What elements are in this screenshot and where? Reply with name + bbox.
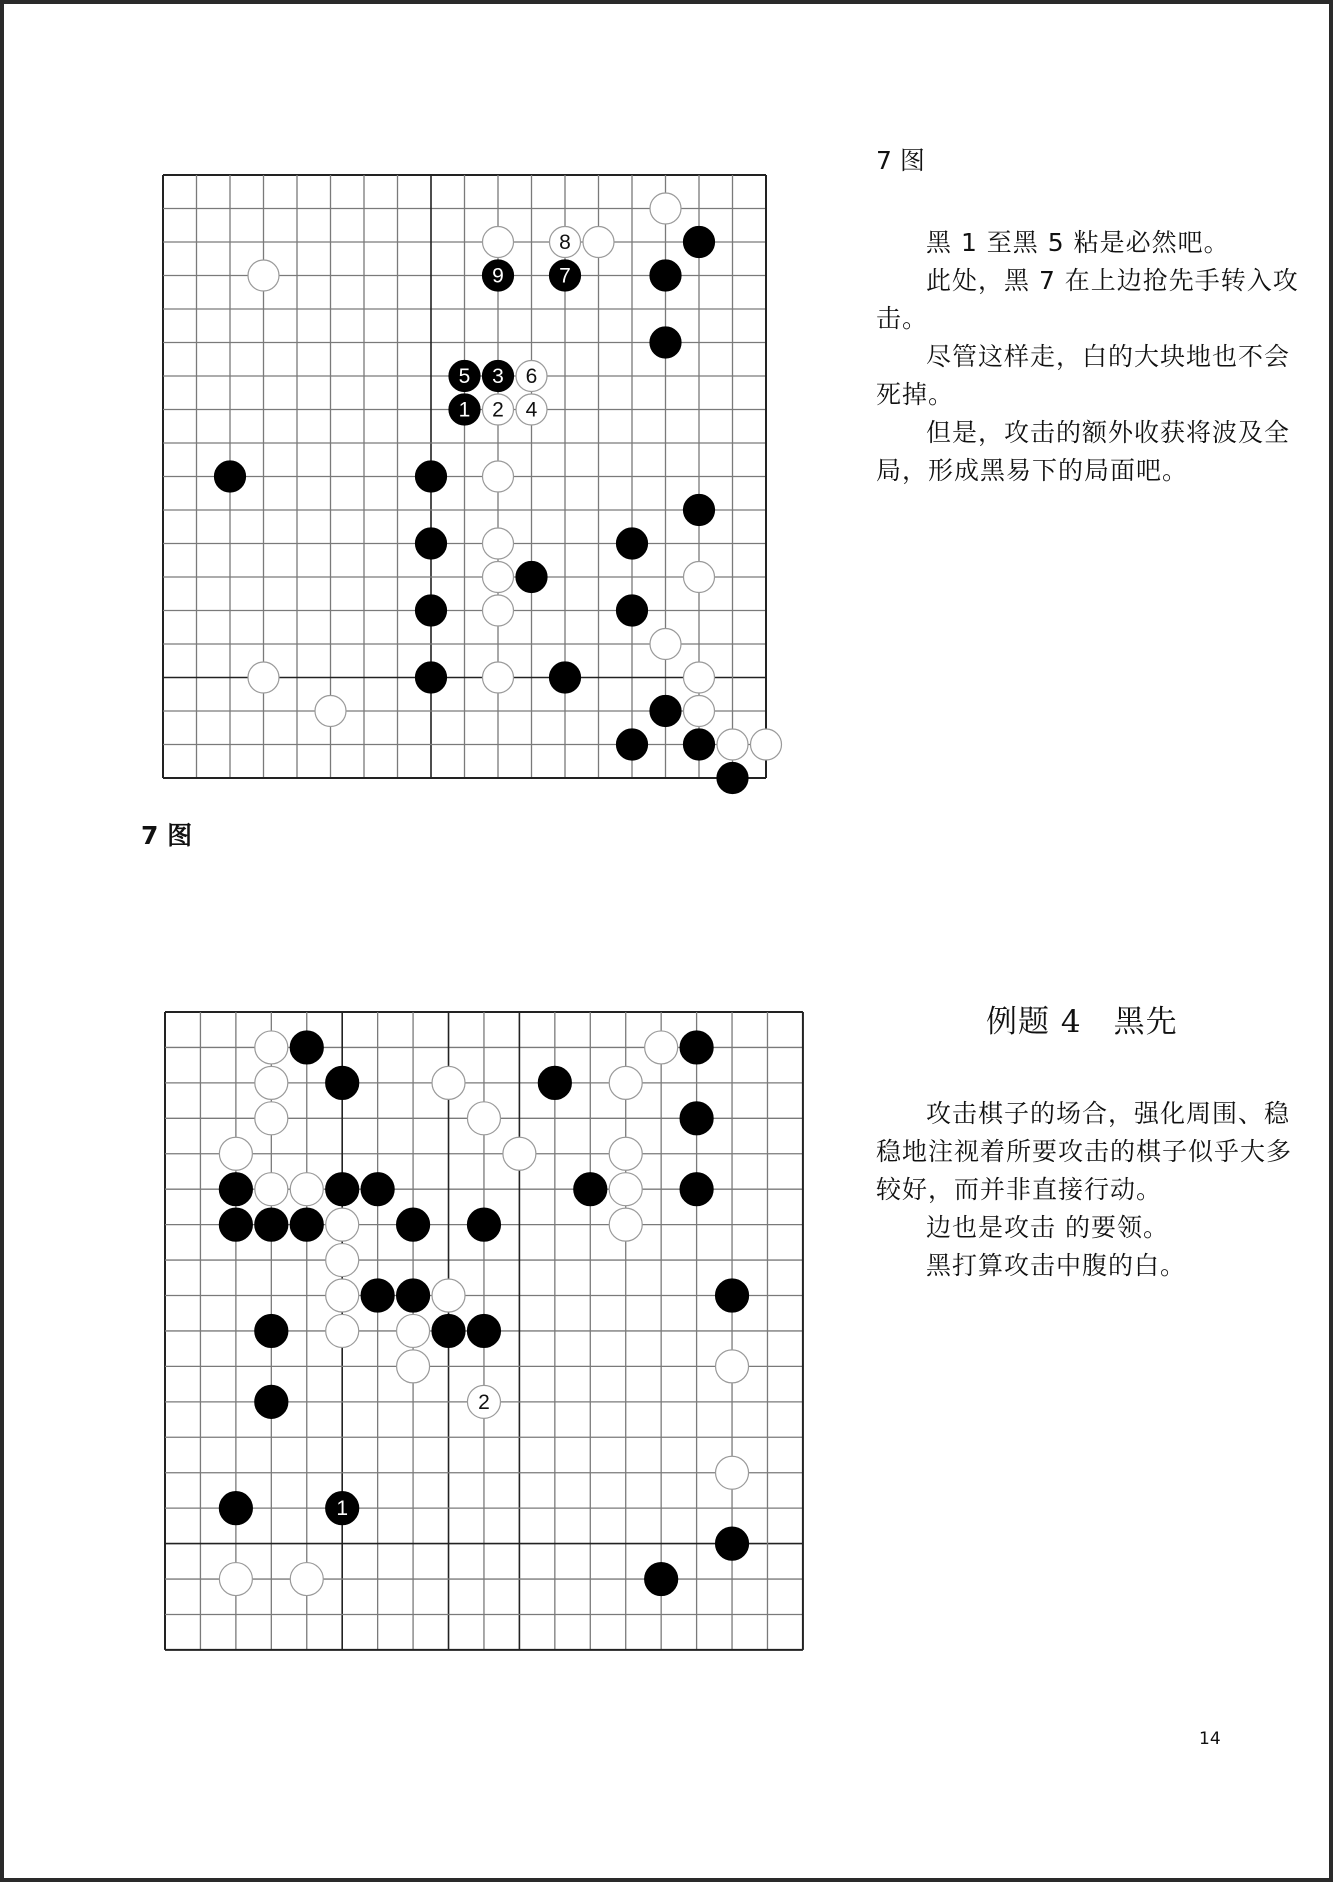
black-stone xyxy=(326,1066,359,1099)
paragraph: 但是，攻击的额外收获将波及全局，形成黑易下的局面吧。 xyxy=(876,418,1291,485)
white-stone xyxy=(609,1208,642,1241)
black-stone xyxy=(467,1208,500,1241)
black-stone xyxy=(680,1102,713,1135)
white-stone xyxy=(290,1563,323,1596)
white-stone xyxy=(609,1066,642,1099)
white-stone xyxy=(609,1173,642,1206)
move-number: 1 xyxy=(336,1497,349,1521)
move-number: 4 xyxy=(525,398,538,422)
white-stone xyxy=(255,1173,288,1206)
white-stone xyxy=(397,1350,430,1383)
move-number: 5 xyxy=(458,365,471,388)
black-stone xyxy=(574,1173,607,1206)
black-stone xyxy=(290,1031,323,1064)
white-stone xyxy=(219,1563,252,1596)
diagram-7-caption-right: 7 图 xyxy=(876,146,925,175)
move-number: 8 xyxy=(559,231,571,254)
move-number: 6 xyxy=(525,365,538,388)
white-stone xyxy=(255,1066,288,1099)
black-stone xyxy=(361,1279,394,1312)
diagram-7-caption-below: 7 图 xyxy=(141,821,193,850)
white-stone xyxy=(503,1137,536,1170)
page-number: 14 xyxy=(1199,1729,1221,1749)
move-number: 2 xyxy=(478,1390,490,1414)
move-number: 1 xyxy=(458,398,471,422)
black-stone xyxy=(397,1208,430,1241)
black-stone xyxy=(255,1208,288,1241)
white-stone xyxy=(326,1314,359,1347)
white-stone xyxy=(467,1102,500,1135)
black-stone xyxy=(645,1563,678,1596)
paragraph: 此处，黑 7 在上边抢先手转入攻击。 xyxy=(876,266,1299,333)
move-number: 3 xyxy=(492,365,504,388)
white-stone xyxy=(255,1102,288,1135)
white-stone xyxy=(290,1173,323,1206)
black-stone xyxy=(255,1314,288,1347)
white-stone xyxy=(219,1137,252,1170)
white-stone xyxy=(432,1066,465,1099)
white-stone xyxy=(397,1314,430,1347)
white-stone xyxy=(716,1456,749,1489)
white-stone xyxy=(326,1208,359,1241)
paragraph: 尽管这样走，白的大块地也不会死掉。 xyxy=(876,342,1291,409)
black-stone xyxy=(538,1066,571,1099)
black-stone xyxy=(716,1527,749,1560)
black-stone xyxy=(255,1385,288,1418)
white-stone xyxy=(432,1279,465,1312)
black-stone xyxy=(326,1492,359,1525)
white-stone xyxy=(645,1031,678,1064)
black-stone xyxy=(716,1279,749,1312)
move-number: 7 xyxy=(559,264,571,288)
black-stone xyxy=(326,1173,359,1206)
black-stone xyxy=(467,1314,500,1347)
problem-4-title: 例题 4 黑先 xyxy=(986,1004,1178,1040)
black-stone xyxy=(432,1314,465,1347)
black-stone xyxy=(290,1208,323,1241)
white-stone xyxy=(716,1350,749,1383)
white-stone xyxy=(467,1385,500,1418)
white-stone xyxy=(255,1031,288,1064)
paragraph: 黑打算攻击中腹的白。 xyxy=(926,1251,1187,1280)
black-stone xyxy=(219,1492,252,1525)
move-number: 9 xyxy=(492,264,504,288)
black-stone xyxy=(680,1173,713,1206)
paragraph: 攻击棋子的场合，强化周围、稳稳地注视着所要攻击的棋子似乎大多较好，而并非直接行动。 xyxy=(876,1099,1293,1204)
black-stone xyxy=(219,1173,252,1206)
black-stone xyxy=(361,1173,394,1206)
white-stone xyxy=(326,1244,359,1277)
black-stone xyxy=(219,1208,252,1241)
paragraph: 边也是攻击 的要领。 xyxy=(926,1213,1169,1242)
move-number: 2 xyxy=(492,398,504,422)
paragraph: 黑 1 至黑 5 粘是必然吧。 xyxy=(926,228,1230,257)
black-stone xyxy=(680,1031,713,1064)
white-stone xyxy=(326,1279,359,1312)
black-stone xyxy=(397,1279,430,1312)
white-stone xyxy=(609,1137,642,1170)
